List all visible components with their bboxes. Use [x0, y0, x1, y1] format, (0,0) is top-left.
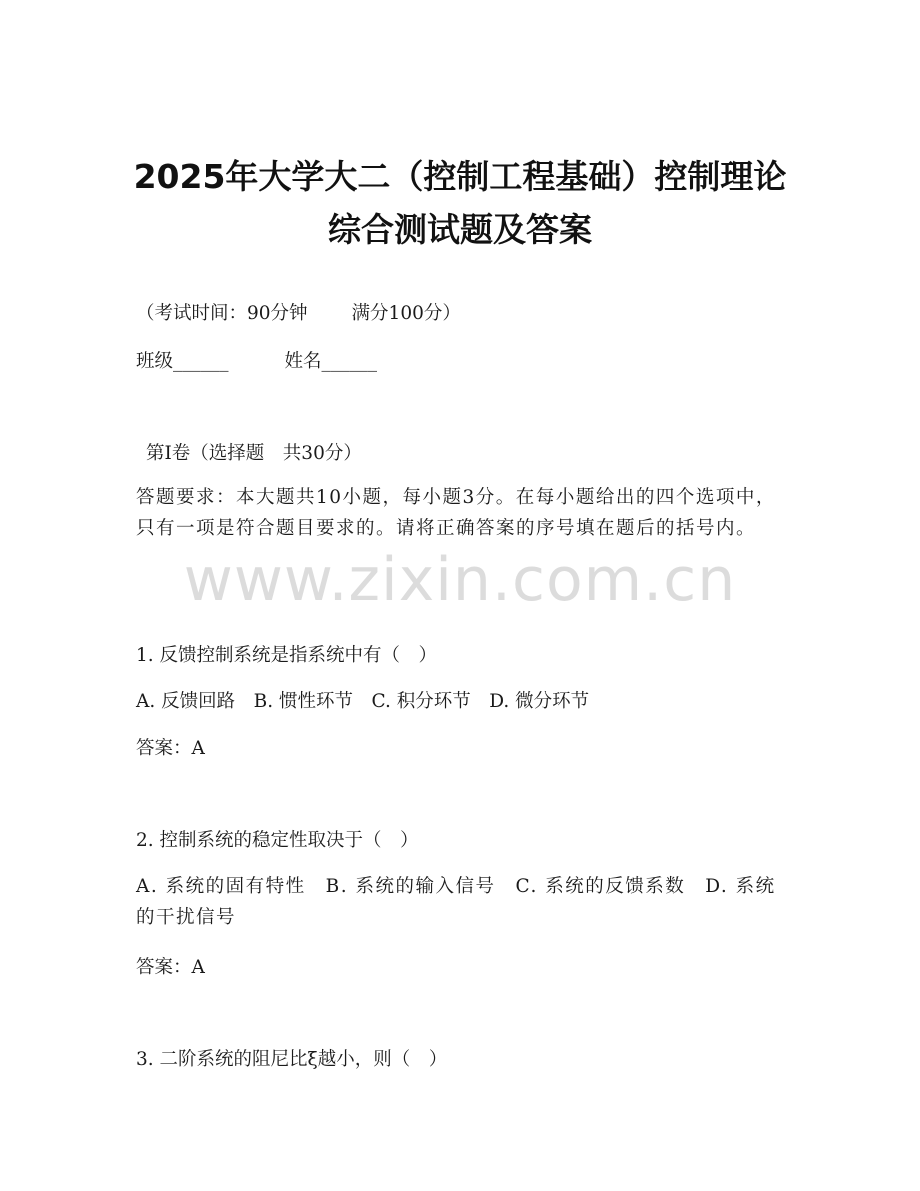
title-line-2: 综合测试题及答案 — [328, 210, 592, 249]
student-info — [136, 349, 377, 375]
exam-time: （考试时间：90分钟 — [136, 303, 308, 324]
section-header: 第Ⅰ卷（选择题 共30分） — [146, 443, 362, 464]
class-field[interactable]: 班级______ — [136, 351, 229, 372]
question-1-answer: 答案：A — [136, 738, 205, 759]
question-2-options: A. 系统的固有特性 B. 系统的输入信号 C. 系统的反馈系数 D. 系统的干扰信号 — [136, 876, 776, 928]
document-title — [0, 150, 920, 256]
question-1-options: A. 反馈回路 B. 惯性环节 C. 积分环节 D. 微分环节 — [136, 691, 590, 712]
question-2-answer: 答案：A — [136, 957, 205, 978]
name-field[interactable]: 姓名______ — [284, 351, 378, 372]
title-line-1: 2025年大学大二（控制工程基础）控制理论 — [133, 157, 787, 196]
exam-info — [136, 301, 461, 327]
question-1-stem: 1. 反馈控制系统是指系统中有（ ） — [136, 645, 438, 666]
watermark: www.zixin.com.cn — [183, 545, 737, 615]
question-2-stem: 2. 控制系统的稳定性取决于（ ） — [136, 830, 419, 851]
exam-full-score: 满分100分） — [351, 303, 461, 324]
question-3-stem: 3. 二阶系统的阻尼比ξ越小，则（ ） — [136, 1049, 448, 1070]
instructions: 答题要求：本大题共10小题，每小题3分。在每小题给出的四个选项中，只有一项是符合题目要求的。请将正确答案的序号填在题后的括号内。 — [136, 487, 776, 539]
